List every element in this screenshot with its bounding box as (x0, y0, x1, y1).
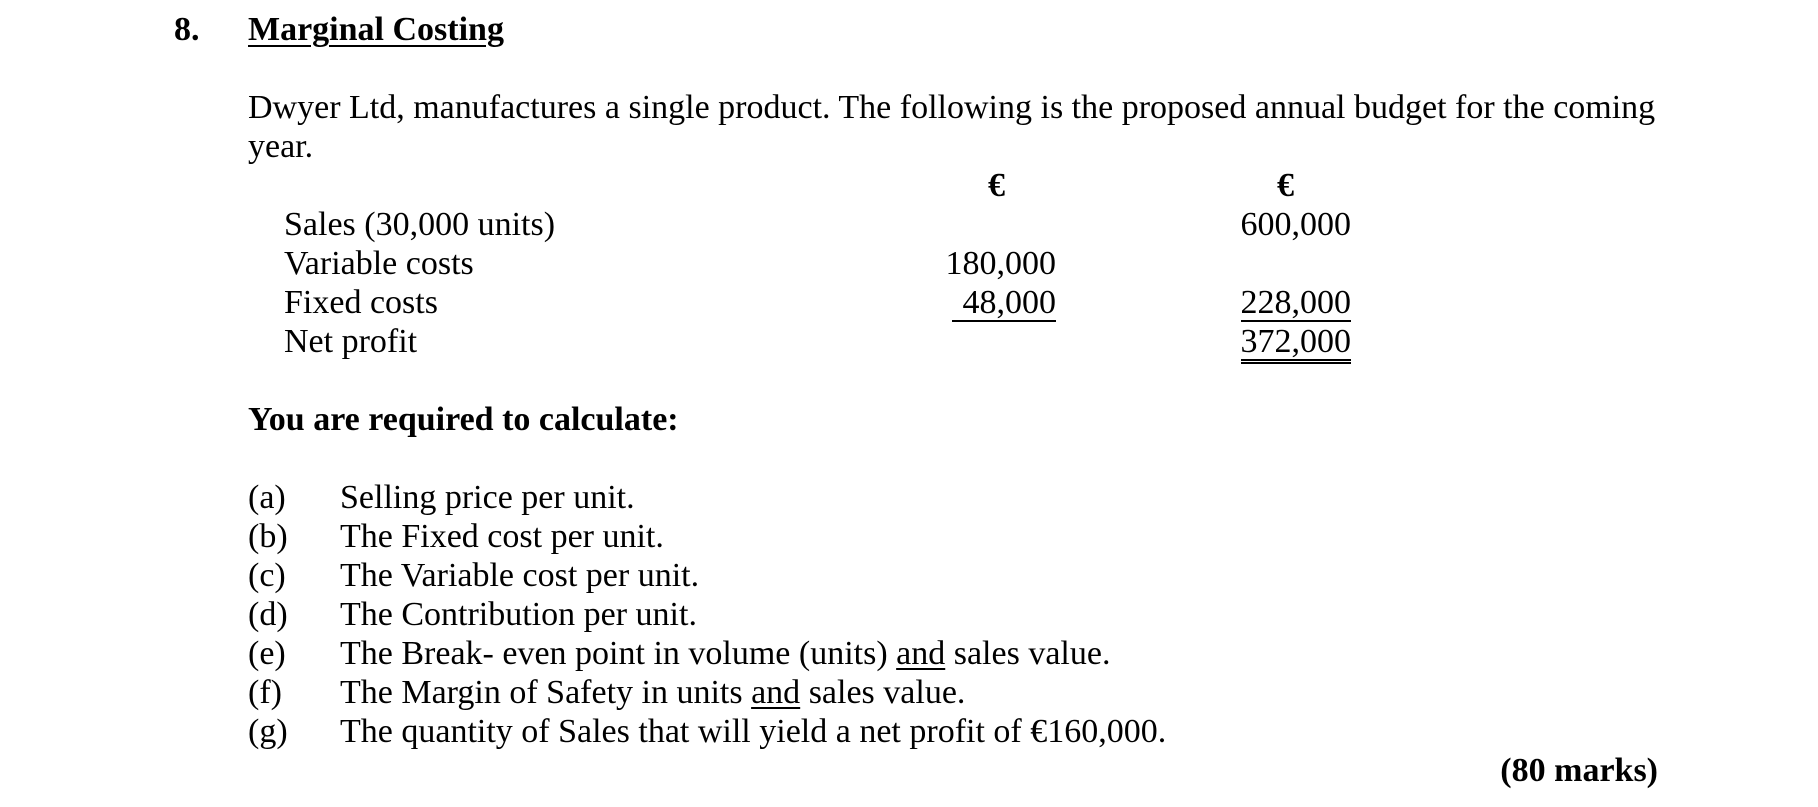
budget-row-label-net-profit: Net profit (284, 323, 418, 360)
list-item-marker: (e) (248, 635, 286, 672)
list-item-text-part: sales value. (800, 674, 966, 711)
budget-value-variable-costs: 180,000 (945, 245, 1056, 282)
list-item-text-part: The Break- even point in volume (units) (340, 635, 897, 672)
budget-value-total-costs (1241, 283, 1352, 322)
question-title: Marginal Costing (248, 11, 504, 48)
list-item-text: Selling price per unit. (340, 479, 635, 516)
list-item-text: The Variable cost per unit. (340, 557, 700, 594)
list-item-marker: (a) (248, 479, 286, 516)
list-item-marker: (g) (248, 713, 288, 750)
intro-line-1: Dwyer Ltd, manufactures a single product. The following is the proposed annual budget for the coming (248, 89, 1656, 126)
intro-line-2: year. (248, 128, 314, 165)
budget-value-sales: 600,000 (1240, 206, 1351, 243)
budget-value-fixed-costs (952, 283, 1056, 322)
list-item-text-part: The Margin of Safety in units (340, 674, 752, 711)
net-profit-value: 372,000 (1241, 325, 1352, 364)
list-item-marker: (b) (248, 518, 288, 555)
list-item-text (340, 634, 1110, 673)
currency-header-col2: € (1277, 167, 1294, 204)
list-item-emphasis: and (896, 635, 946, 672)
budget-row-label-fixed-costs: Fixed costs (284, 284, 438, 321)
required-heading: You are required to calculate: (248, 401, 679, 438)
budget-row-label-variable-costs: Variable costs (284, 245, 474, 282)
list-item-text: The Contribution per unit. (340, 596, 697, 633)
budget-row-label-sales: Sales (30,000 units) (284, 206, 556, 243)
marks-label: (80 marks) (1500, 752, 1658, 789)
list-item-text: The Fixed cost per unit. (340, 518, 664, 555)
list-item-text-part: sales value. (945, 635, 1111, 672)
list-item-marker: (d) (248, 596, 288, 633)
question-number: 8. (174, 11, 200, 48)
list-item-text: The quantity of Sales that will yield a net profit of €160,000. (340, 713, 1167, 750)
total-costs-value: 228,000 (1240, 284, 1351, 321)
budget-value-net-profit (1241, 322, 1352, 364)
currency-header-col1: € (988, 167, 1005, 204)
fixed-costs-subtotal: 48,000 (954, 284, 1056, 321)
list-item-text (340, 673, 965, 712)
list-item-marker: (f) (248, 674, 282, 711)
list-item-marker: (c) (248, 557, 286, 594)
list-item-emphasis: and (751, 674, 801, 711)
